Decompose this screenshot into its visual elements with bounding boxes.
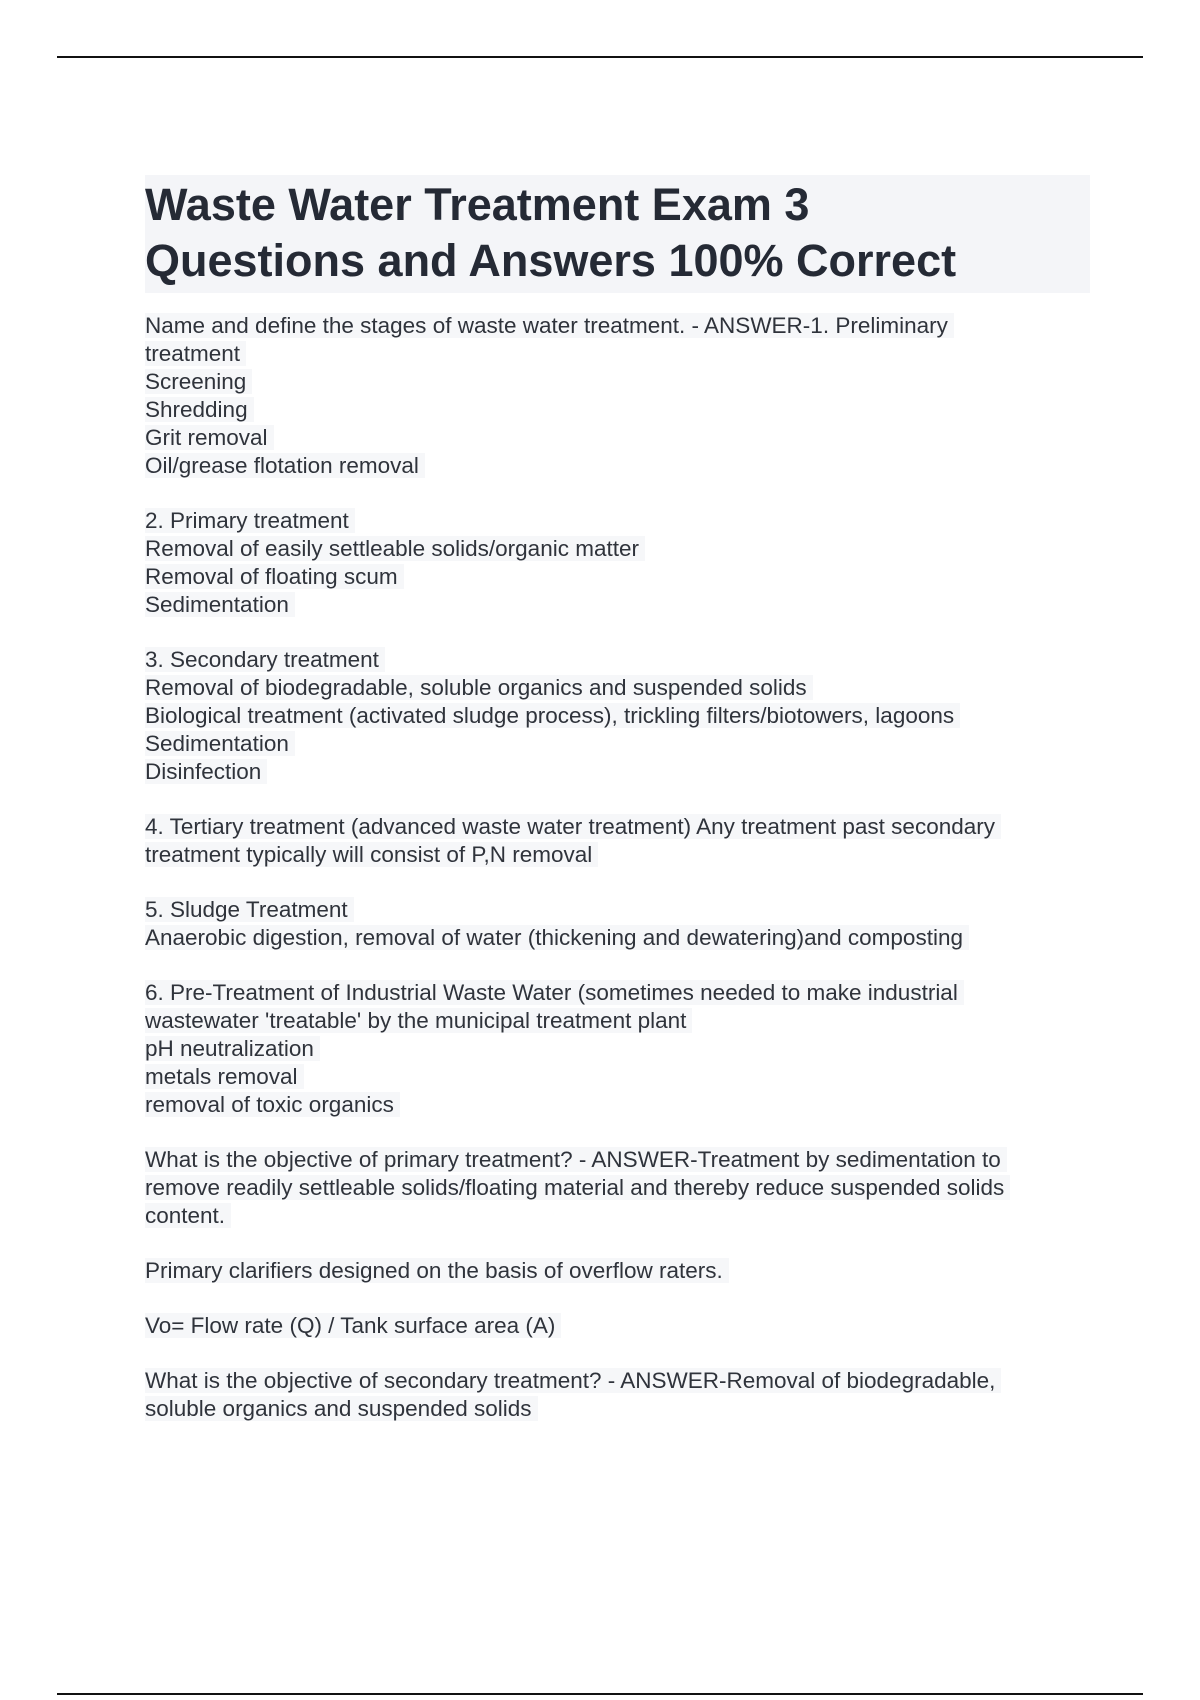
text-line-content: removal of toxic organics: [145, 1092, 400, 1117]
text-line: [145, 1063, 1075, 1091]
text-line-content: content.: [145, 1203, 231, 1228]
title-line: Questions and Answers 100% Correct: [145, 235, 957, 287]
qa-paragraph: [145, 896, 1075, 952]
text-line: [145, 1007, 1075, 1035]
text-line-content: Name and define the stages of waste water treatment. - ANSWER-1. Preliminary: [145, 313, 954, 338]
text-line-content: 5. Sludge Treatment: [145, 897, 354, 922]
text-line: [145, 979, 1075, 1007]
text-line: [145, 1312, 1075, 1340]
text-line: [145, 563, 1075, 591]
text-line: [145, 1174, 1075, 1202]
text-line-content: Vo= Flow rate (Q) / Tank surface area (A): [145, 1313, 561, 1338]
qa-paragraph: [145, 1257, 1075, 1285]
text-line: [145, 312, 1075, 340]
text-line: [145, 424, 1075, 452]
text-line-content: Removal of biodegradable, soluble organics and suspended solids: [145, 675, 813, 700]
text-line-content: Anaerobic digestion, removal of water (thickening and dewatering)and composting: [145, 925, 969, 950]
text-line-content: metals removal: [145, 1064, 304, 1089]
text-line: [145, 1367, 1075, 1395]
text-line-content: Grit removal: [145, 425, 274, 450]
text-line: [145, 1035, 1075, 1063]
text-line-content: Removal of easily settleable solids/organic matter: [145, 536, 645, 561]
text-line-content: pH neutralization: [145, 1036, 320, 1061]
footer-rule: [57, 1693, 1143, 1695]
qa-paragraph: [145, 312, 1075, 480]
text-line: [145, 702, 1075, 730]
qa-paragraph: [145, 813, 1075, 869]
text-line: [145, 674, 1075, 702]
text-line: [145, 896, 1075, 924]
text-line-content: What is the objective of primary treatment? - ANSWER-Treatment by sedimentation to: [145, 1147, 1007, 1172]
header-rule: [57, 56, 1143, 58]
text-line: [145, 758, 1075, 786]
text-line-content: Sedimentation: [145, 592, 295, 617]
text-line: [145, 507, 1075, 535]
text-line-content: Removal of floating scum: [145, 564, 404, 589]
text-line-content: remove readily settleable solids/floating material and thereby reduce suspended solids: [145, 1175, 1010, 1200]
text-line-content: wastewater 'treatable' by the municipal treatment plant: [145, 1008, 692, 1033]
qa-paragraph: [145, 1146, 1075, 1230]
document-title: [145, 175, 1090, 293]
text-line: [145, 1091, 1075, 1119]
text-line: [145, 368, 1075, 396]
text-line: [145, 1395, 1075, 1423]
qa-paragraph: [145, 1312, 1075, 1340]
text-line-content: treatment typically will consist of P,N removal: [145, 842, 598, 867]
text-line: [145, 841, 1075, 869]
text-line-content: 6. Pre-Treatment of Industrial Waste Water (sometimes needed to make industrial: [145, 980, 964, 1005]
text-line: [145, 591, 1075, 619]
text-line-content: Screening: [145, 369, 252, 394]
text-line: [145, 813, 1075, 841]
text-line-content: What is the objective of secondary treatment? - ANSWER-Removal of biodegradable,: [145, 1368, 1001, 1393]
text-line-content: treatment: [145, 341, 246, 366]
text-line: [145, 924, 1075, 952]
qa-paragraph: [145, 1367, 1075, 1423]
text-line: [145, 1202, 1075, 1230]
text-line-content: soluble organics and suspended solids: [145, 1396, 538, 1421]
text-line: [145, 396, 1075, 424]
text-line-content: 2. Primary treatment: [145, 508, 355, 533]
qa-paragraph: [145, 646, 1075, 786]
document-body: [145, 312, 1075, 1450]
text-line-content: Biological treatment (activated sludge process), trickling filters/biotowers, lagoons: [145, 703, 960, 728]
qa-paragraph: [145, 507, 1075, 619]
text-line-content: 3. Secondary treatment: [145, 647, 385, 672]
qa-paragraph: [145, 979, 1075, 1119]
text-line-content: Primary clarifiers designed on the basis of overflow raters.: [145, 1258, 729, 1283]
text-line: [145, 535, 1075, 563]
text-line: [145, 730, 1075, 758]
text-line-content: Shredding: [145, 397, 254, 422]
text-line: [145, 452, 1075, 480]
text-line-content: Oil/grease flotation removal: [145, 453, 425, 478]
text-line-content: Sedimentation: [145, 731, 295, 756]
text-line: [145, 646, 1075, 674]
text-line-content: Disinfection: [145, 759, 267, 784]
text-line: [145, 1257, 1075, 1285]
title-line: Waste Water Treatment Exam 3: [145, 179, 810, 231]
text-line-content: 4. Tertiary treatment (advanced waste water treatment) Any treatment past secondary: [145, 814, 1001, 839]
text-line: [145, 340, 1075, 368]
text-line: [145, 1146, 1075, 1174]
